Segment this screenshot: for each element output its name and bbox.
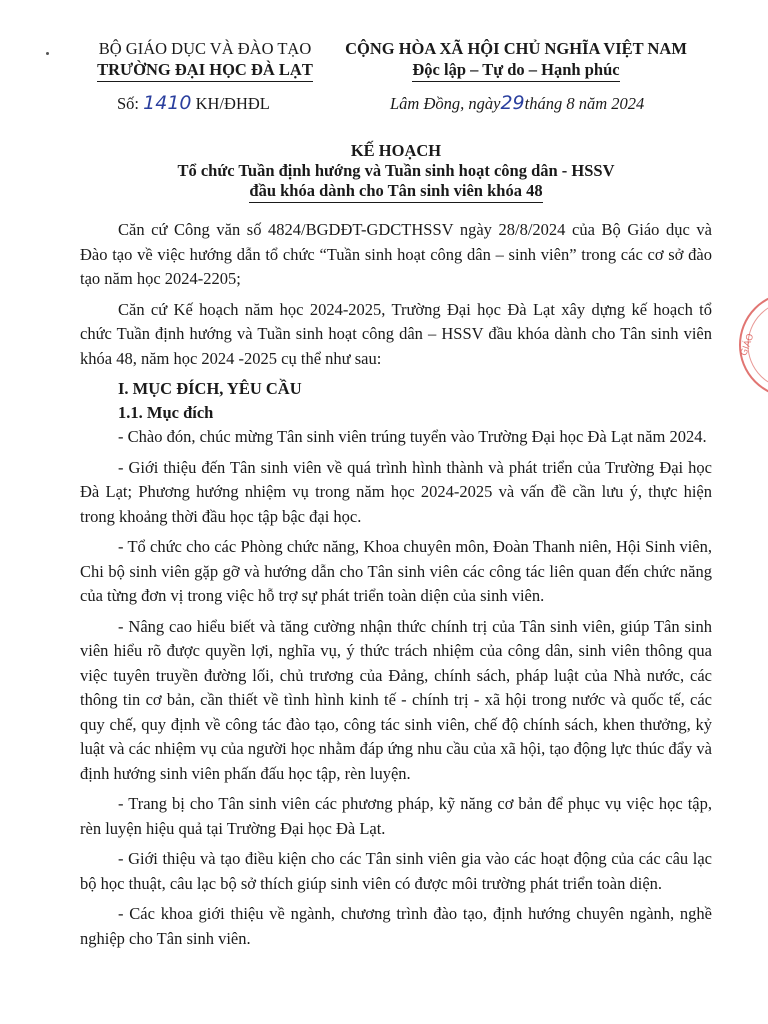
bullet-4: - Nâng cao hiểu biết và tăng cường nhận thức chính trị của Tân sinh viên, giúp Tân sinh viên hiểu rõ được quyền lợi, nghĩa vụ, ý thức trách nhiệm của công dân, sinh viên thông qua việc tuyên truyền đường lối, chủ trương của Đảng, chính sách, pháp luật của Nhà nước, các thông tin cơ bản, cần thiết về tình hình kinh tế - chính trị - xã hội trong nước và quốc tế, các quy chế, quy định về công tác đào tạo, công tác sinh viên, chế độ chính sách, khen thưởng, kỷ luật và các nhiệm vụ của người học nhằm đáp ứng nhu cầu của xã hội, tạo động lực thúc đẩy và định hướng sinh viên phấn đấu học tập, rèn luyện. xyxy=(80,616,712,783)
handwritten-number: 1410 xyxy=(143,92,192,114)
national-motto: Độc lập – Tự do – Hạnh phúc xyxy=(412,59,619,82)
title-line-3: đầu khóa dành cho Tân sinh viên khóa 48 xyxy=(249,181,542,203)
paragraph-basis-2: Căn cứ Kế hoạch năm học 2024-2025, Trường Đại học Đà Lạt xây dựng kế hoạch tổ chức Tuần định hướng và Tuần sinh hoạt công dân – HSSV đầu khóa dành cho Tân sinh viên khóa 48, năm học 2024 -2025 cụ thể như sau: xyxy=(80,299,712,368)
document-date xyxy=(390,92,644,114)
bullet-2: - Giới thiệu đến Tân sinh viên về quá trình hình thành và phát triển của Trường Đại học Đà Lạt; Phương hướng nhiệm vụ trong năm học 2024-2025 và vấn đề cần lưu ý, thực hiện trong khoảng thời đầu học tập bậc đại học. xyxy=(80,457,712,526)
date-prefix: Lâm Đồng, ngày xyxy=(390,94,501,113)
university-name: TRƯỜNG ĐẠI HỌC ĐÀ LẠT xyxy=(97,59,313,82)
bullet-5: - Trang bị cho Tân sinh viên các phương pháp, kỹ năng cơ bản để phục vụ việc học tập, rèn luyện hiệu quả tại Trường Đại học Đà Lạt. xyxy=(80,794,712,838)
document-body xyxy=(80,218,712,957)
document-number xyxy=(117,92,270,114)
title-line-2: Tổ chức Tuần định hướng và Tuần sinh hoạt công dân - HSSV xyxy=(177,161,615,180)
subsection-heading: 1.1. Mục đích xyxy=(118,403,214,422)
bullet-6: - Giới thiệu và tạo điều kiện cho các Tân sinh viên gia vào các hoạt động của các câu lạc bộ học thuật, câu lạc bộ sở thích giúp sinh viên có được môi trường phát triển toàn diện. xyxy=(80,849,712,893)
bullet-3: - Tổ chức cho các Phòng chức năng, Khoa chuyên môn, Đoàn Thanh niên, Hội Sinh viên, Chi bộ sinh viên gặp gỡ và hướng dẫn cho Tân sinh viên các công tác liên quan đến chức năng của từng đơn vị trong việc hỗ trợ sự phát triển toàn diện của sinh viên. xyxy=(80,537,712,605)
bullet-7: - Các khoa giới thiệu về ngành, chương trình đào tạo, định hướng chuyên ngành, nghề nghiệp cho Tân sinh viên. xyxy=(80,904,712,948)
country-name: CỘNG HÒA XÃ HỘI CHỦ NGHĨA VIỆT NAM xyxy=(345,39,687,58)
red-seal-stamp xyxy=(732,290,768,400)
handwritten-day: 29 xyxy=(500,92,525,114)
date-suffix: tháng 8 năm 2024 xyxy=(524,94,645,113)
document-title xyxy=(80,141,712,203)
svg-text:GIÁO: GIÁO xyxy=(739,332,757,358)
number-suffix: KH/ĐHĐL xyxy=(195,94,270,113)
number-label: Số: xyxy=(117,94,140,113)
scan-speck xyxy=(46,52,49,55)
ministry-name: BỘ GIÁO DỤC VÀ ĐÀO TẠO xyxy=(98,39,312,58)
issuer-header xyxy=(80,38,330,82)
paragraph-basis-1: Căn cứ Công văn số 4824/BGDĐT-GDCTHSSV ngày 28/8/2024 của Bộ Giáo dục và Đào tạo về việc hướng dẫn tổ chức “Tuần sinh hoạt công dân – sinh viên” trong các cơ sở đào tạo năm học 2024-2205; xyxy=(80,220,712,288)
title-line-1: KẾ HOẠCH xyxy=(350,141,442,160)
bullet-1: - Chào đón, chúc mừng Tân sinh viên trúng tuyển vào Trường Đại học Đà Lạt năm 2024. xyxy=(118,427,707,446)
section-heading: I. MỤC ĐÍCH, YÊU CẦU xyxy=(118,379,302,398)
national-header xyxy=(328,38,704,82)
